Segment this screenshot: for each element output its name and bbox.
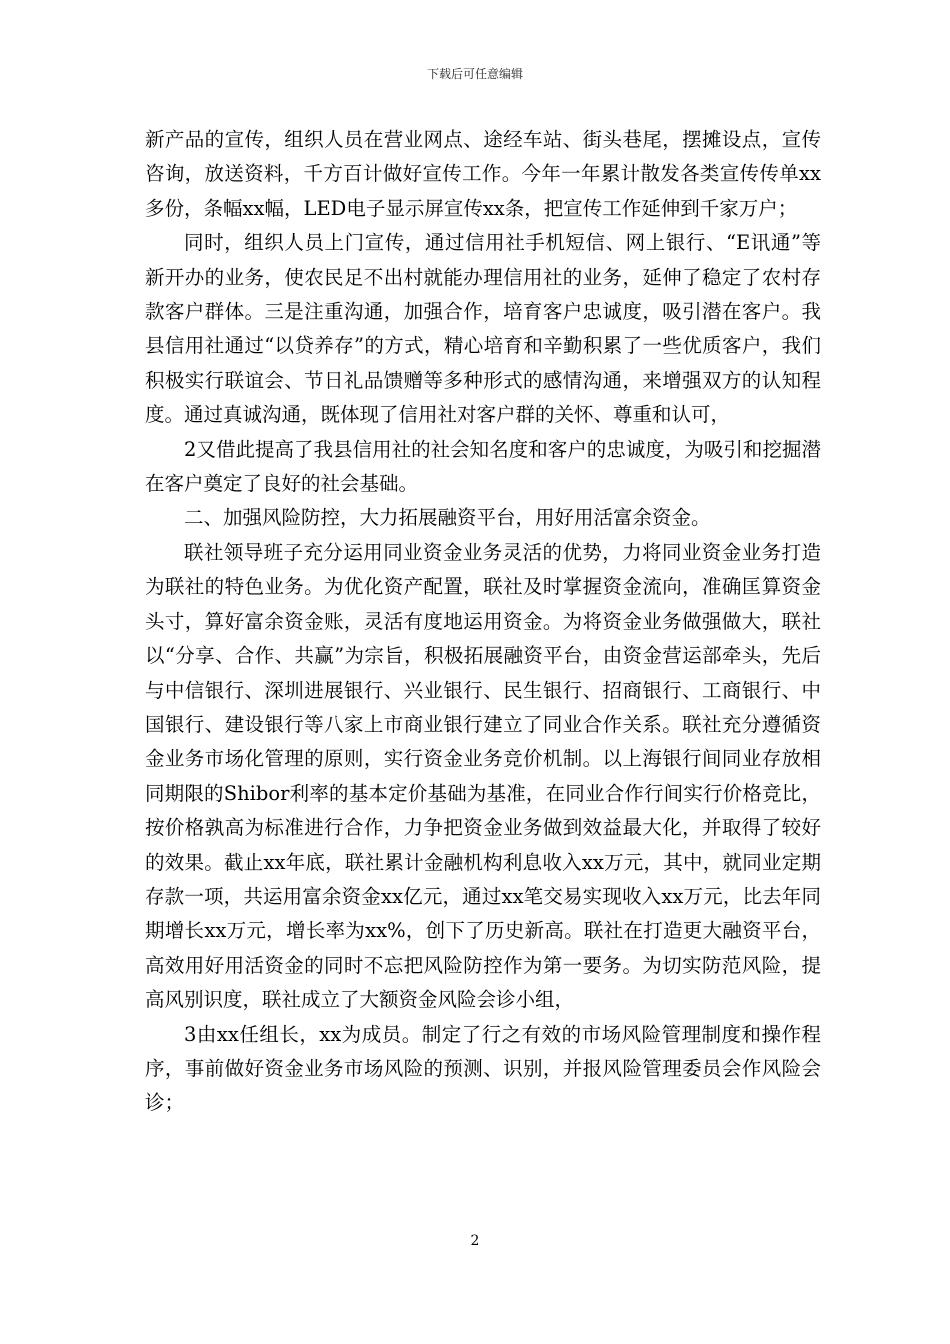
paragraph-1: 新产品的宣传，组织人员在营业网点、途经车站、街头巷尾，摆摊设点，宣传咨询，放送资料，千方百计做好宣传工作。今年一年累计散发各类宣传传单xx多份，条幅xx幅，LED电子显示屏宣传xx条，把宣传工作延伸到千家万户； [145, 128, 821, 220]
paragraph-2: 同时，组织人员上门宣传，通过信用社手机短信、网上银行、“E讯通”等新开办的业务，使农民足不出村就能办理信用社的业务，延伸了稳定了农村存款客户群体。三是注重沟通，加强合作，培育客户忠诚度，吸引潜在客户。我县信用社通过“以贷养存”的方式，精心培育和辛勤积累了一些优质客户，我们积极实行联谊会、节日礼品馈赠等多种形式的感情沟通，来增强双方的认知程度。通过真诚沟通，既体现了信用社对客户群的关怀、尊重和认可， [145, 231, 821, 427]
page-number: 2 [470, 1233, 480, 1249]
document-body [145, 123, 821, 1121]
paragraph-5: 3由xx任组长，xx为成员。制定了行之有效的市场风险管理制度和操作程序，事前做好资金业务市场风险的预测、识别，并报风险管理委员会作风险会诊； [145, 1022, 821, 1115]
paragraph-3: 2又借此提高了我县信用社的社会知名度和客户的忠诚度，为吸引和挖掘潜在客户奠定了良好的社会基础。 [145, 437, 821, 496]
section-heading: 二、加强风险防控，大力拓展融资平台，用好用活富余资金。 [184, 506, 711, 530]
page-header: 下载后可任意编辑 [426, 67, 523, 81]
paragraph-4: 联社领导班子充分运用同业资金业务灵活的优势，力将同业资金业务打造为联社的特色业务。为优化资产配置，联社及时掌握资金流向，准确匡算资金头寸，算好富余资金账，灵活有度地运用资金。为将资金业务做强做大，联社以“分享、合作、共赢”为宗旨，积极拓展融资平台，由资金营运部牵头，先后与中信银行、深圳进展银行、兴业银行、民生银行、招商银行、工商银行、中国银行、建设银行等八家上市商业银行建立了同业合作关系。联社充分遵循资金业务市场化管理的原则，实行资金业务竞价机制。以上海银行间同业存放相同期限的Shibor利率的基本定价基础为基准，在同业合作行间实行价格竞比，按价格孰高为标准进行合作，力争把资金业务做到效益最大化，并取得了较好的效果。截止xx年底，联社累计金融机构利息收入xx万元，其中，就同业定期存款一项，共运用富余资金xx亿元，通过xx笔交易实现收入xx万元，比去年同期增长xx万元，增长率为xx%，创下了历史新高。联社在打造更大融资平台，高效用好用活资金的同时不忘把风险防控作为第一要务。为切实防范风险，提高风别识度，联社成立了大额资金风险会诊小组， [145, 540, 821, 1012]
